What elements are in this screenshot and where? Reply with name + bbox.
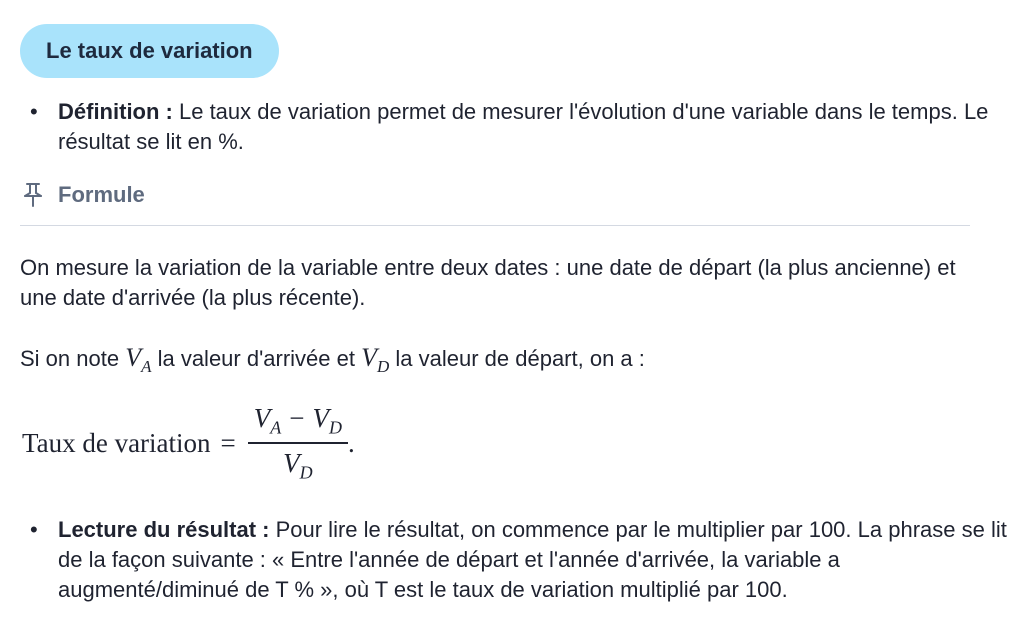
definition-text [58,97,1000,157]
lecture-body: Pour lire le résultat, on commence par le multiplier par 100. La phrase se lit de la façon suivante : « Entre l'année de départ et l'année d'arrivée, la variable a augmenté/diminué de T % », où T est le taux de variation multiplié par 100. [58,517,1007,602]
divider [20,225,970,226]
section-badge: Le taux de variation [20,24,279,78]
bullet: • [30,99,38,124]
notation-text-3: la valeur de départ, on a : [389,346,645,371]
va-symbol: $V_A$ [125,343,152,377]
notation-text-2: la valeur d'arrivée et [151,346,362,371]
formule-heading [22,182,145,208]
vd-symbol: $V_D$ [361,343,390,377]
formula-lhs: Taux de variation [22,427,211,458]
paragraph-notation [20,343,980,382]
formula-period: . [348,427,355,458]
formula-fraction [248,403,348,483]
paragraph-variation: On mesure la variation de la variable entre deux dates : une date de départ (la plus ancienne) et une date d'arrivée (la plus récente). [20,255,956,310]
pushpin-icon [22,182,44,208]
definition-item [30,97,1000,157]
lecture-text [58,515,1010,605]
bullet: • [30,517,38,542]
formula-numerator: $V_A - V_D$ [253,402,343,438]
definition-body: Le taux de variation permet de mesurer l'évolution d'une variable dans le temps. Le résultat se lit en %. [58,99,989,154]
formula-denominator: $V_D$ [283,447,313,483]
formula [22,402,355,483]
lecture-term: Lecture du résultat : [58,517,270,542]
formula-equals: = [220,427,236,458]
formule-label: Formule [58,182,145,207]
lecture-item [30,515,1010,605]
notation-text-1: Si on note [20,346,126,371]
definition-term: Définition : [58,99,173,124]
